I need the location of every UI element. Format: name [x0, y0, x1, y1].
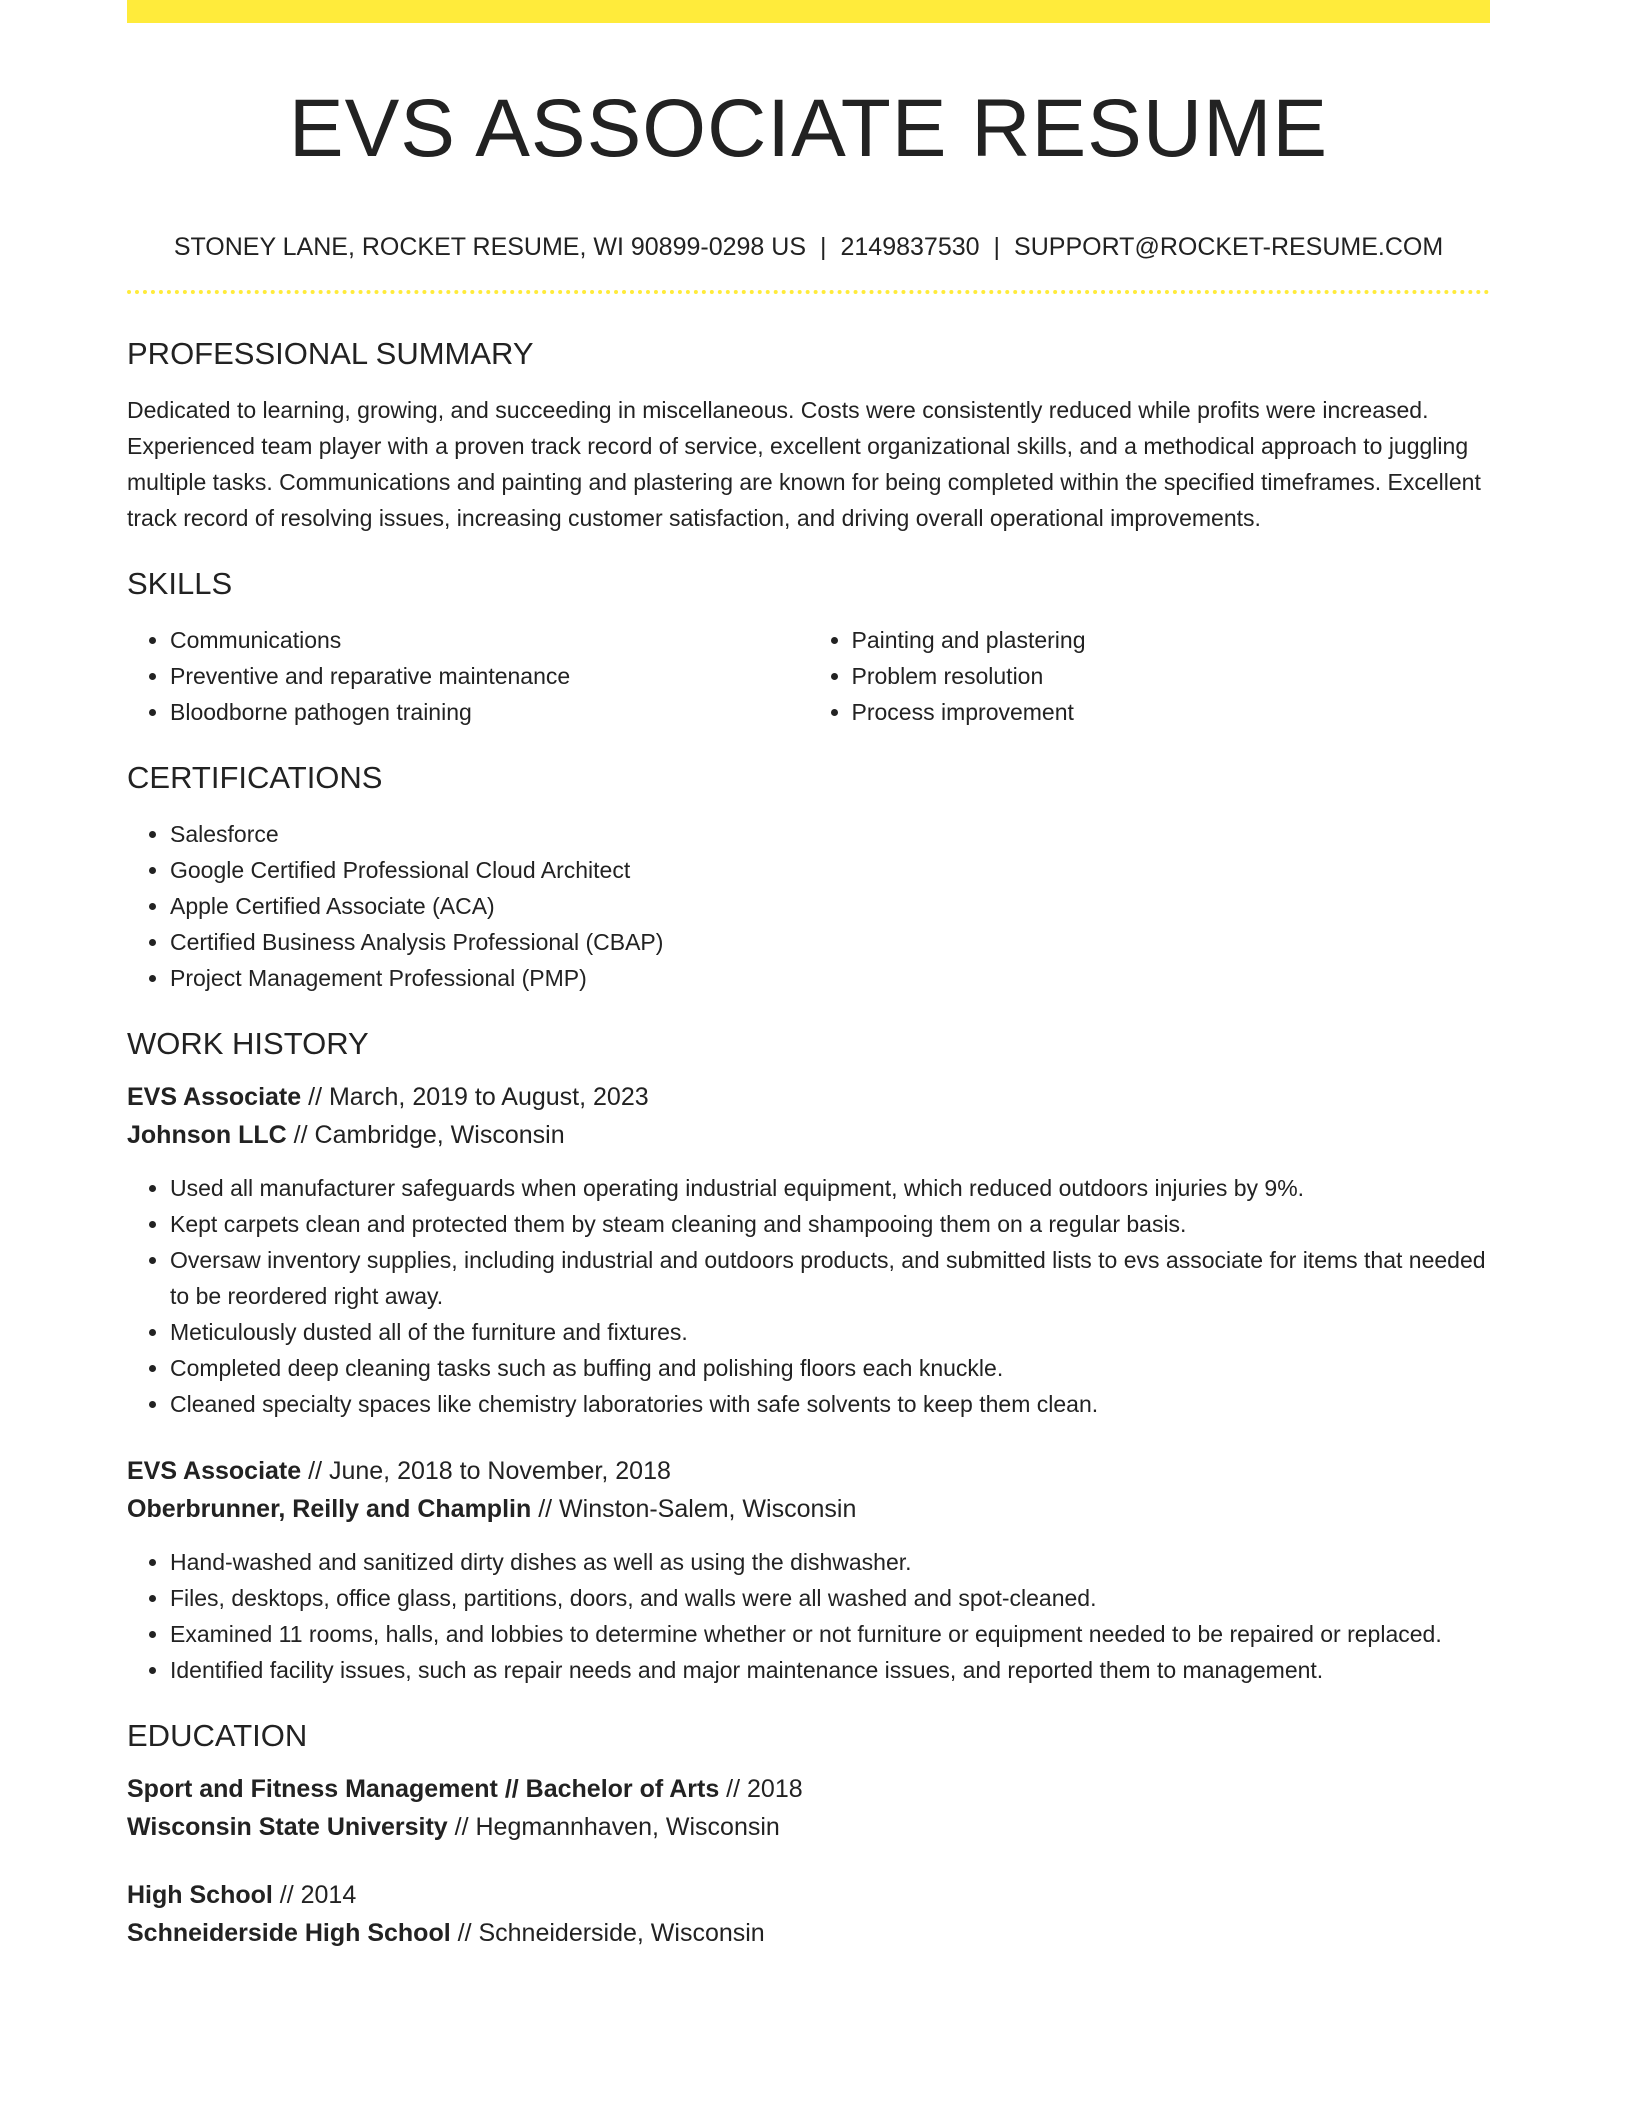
job-company-line [127, 1490, 1490, 1528]
job-duty-item: • Meticulously dusted all of the furniture and fixtures. [170, 1314, 1490, 1350]
job-entry [127, 1452, 1490, 1688]
job-divider: // [301, 1083, 329, 1111]
education-location: Hegmannhaven, Wisconsin [475, 1813, 780, 1841]
section-title-education: EDUCATION [127, 1718, 308, 1753]
education-divider: // [719, 1775, 748, 1803]
job-dates: June, 2018 to November, 2018 [328, 1457, 671, 1485]
education-location: Schneiderside, Wisconsin [478, 1919, 765, 1947]
education-degree-line [127, 1770, 1490, 1808]
education-school-line [127, 1808, 1490, 1846]
section-title-certifications: CERTIFICATIONS [127, 760, 383, 795]
education-divider: // [447, 1813, 476, 1841]
job-divider: // [286, 1121, 315, 1149]
job-title-line [127, 1452, 1490, 1490]
section-title-skills: SKILLS [127, 566, 233, 601]
job-duty-item: • Cleaned specialty spaces like chemistry laboratories with safe solvents to keep them clean. [170, 1386, 1490, 1422]
contact-phone: 2149837530 [840, 233, 980, 261]
education-degree: High School [127, 1881, 273, 1909]
job-duty-item: • Examined 11 rooms, halls, and lobbies to determine whether or not furniture or equipment needed to be repaired or replaced. [170, 1616, 1490, 1652]
skill-item: • Bloodborne pathogen training [170, 694, 809, 730]
education-year: 2018 [747, 1775, 803, 1803]
education-divider: // [450, 1919, 479, 1947]
dotted-divider [127, 290, 1490, 294]
job-duty-item: • Completed deep cleaning tasks such as buffing and polishing floors each knuckle. [170, 1350, 1490, 1386]
resume-title: EVS ASSOCIATE RESUME [288, 83, 1329, 174]
job-location: Cambridge, Wisconsin [314, 1121, 565, 1149]
contact-email: SUPPORT@ROCKET-RESUME.COM [1014, 233, 1444, 261]
certifications-list [127, 816, 1490, 996]
contact-line [127, 232, 1490, 262]
job-company: Oberbrunner, Reilly and Champlin [127, 1495, 532, 1523]
skill-item: • Process improvement [852, 694, 1491, 730]
job-duty-item: • Files, desktops, office glass, partitions, doors, and walls were all washed and spot-cleaned. [170, 1580, 1490, 1616]
job-divider: // [301, 1457, 329, 1485]
education-entry [127, 1876, 1490, 1952]
job-duty-item: • Hand-washed and sanitized dirty dishes as well as using the dishwasher. [170, 1544, 1490, 1580]
certification-item: • Salesforce [170, 816, 1490, 852]
section-title-work-history: WORK HISTORY [127, 1026, 369, 1061]
certification-item: • Certified Business Analysis Professional (CBAP) [170, 924, 1490, 960]
job-duty-item: • Kept carpets clean and protected them by steam cleaning and shampooing them on a regular basis. [170, 1206, 1490, 1242]
skill-item: • Painting and plastering [852, 622, 1491, 658]
education-school: Wisconsin State University [127, 1813, 448, 1841]
education-degree: Sport and Fitness Management // Bachelor of Arts [127, 1775, 720, 1803]
certification-item: • Apple Certified Associate (ACA) [170, 888, 1490, 924]
job-entry [127, 1078, 1490, 1422]
education-divider: // [272, 1881, 301, 1909]
job-duty-item: • Oversaw inventory supplies, including industrial and outdoors products, and submitted lists to evs associate for items that needed to be reordered right away. [170, 1242, 1490, 1314]
job-title: EVS Associate [127, 1083, 302, 1111]
skill-item: • Problem resolution [852, 658, 1491, 694]
job-dates: March, 2019 to August, 2023 [328, 1083, 649, 1111]
job-company: Johnson LLC [127, 1121, 287, 1149]
job-duties-list [127, 1170, 1490, 1422]
resume-content [127, 0, 1490, 1952]
education-degree-line [127, 1876, 1490, 1914]
job-duty-item: • Used all manufacturer safeguards when operating industrial equipment, which reduced outdoors injuries by 9%. [170, 1170, 1490, 1206]
skill-item: • Preventive and reparative maintenance [170, 658, 809, 694]
skills-list-right [809, 622, 1491, 730]
certification-item: • Project Management Professional (PMP) [170, 960, 1490, 996]
job-title: EVS Associate [127, 1457, 302, 1485]
job-duties-list [127, 1544, 1490, 1688]
education-entry [127, 1770, 1490, 1846]
education-school: Schneiderside High School [127, 1919, 451, 1947]
job-duty-item: • Identified facility issues, such as repair needs and major maintenance issues, and reported them to management. [170, 1652, 1490, 1688]
contact-separator: | [820, 233, 827, 261]
contact-address: STONEY LANE, ROCKET RESUME, WI 90899-0298 US [173, 233, 806, 261]
job-company-line [127, 1116, 1490, 1154]
skills-grid [127, 622, 1490, 730]
job-title-line [127, 1078, 1490, 1116]
education-year: 2014 [300, 1881, 357, 1909]
summary-text: Dedicated to learning, growing, and succeeding in miscellaneous. Costs were consistently reduced while profits were increased. Experienced team player with a proven track record of service, excellent organizational skills, and a methodical approach to juggling multiple tasks. Communications and painting and plastering are known for being completed within the specified timeframes. Excellent track record of resolving issues, increasing customer satisfaction, and driving overall operational improvements. [127, 397, 1481, 531]
certification-item: • Google Certified Professional Cloud Architect [170, 852, 1490, 888]
skill-item: • Communications [170, 622, 809, 658]
section-title-summary: PROFESSIONAL SUMMARY [127, 336, 534, 371]
job-location: Winston-Salem, Wisconsin [559, 1495, 857, 1523]
skills-list-left [127, 622, 809, 730]
contact-separator: | [993, 233, 1001, 261]
job-divider: // [531, 1495, 560, 1523]
education-school-line [127, 1914, 1490, 1952]
